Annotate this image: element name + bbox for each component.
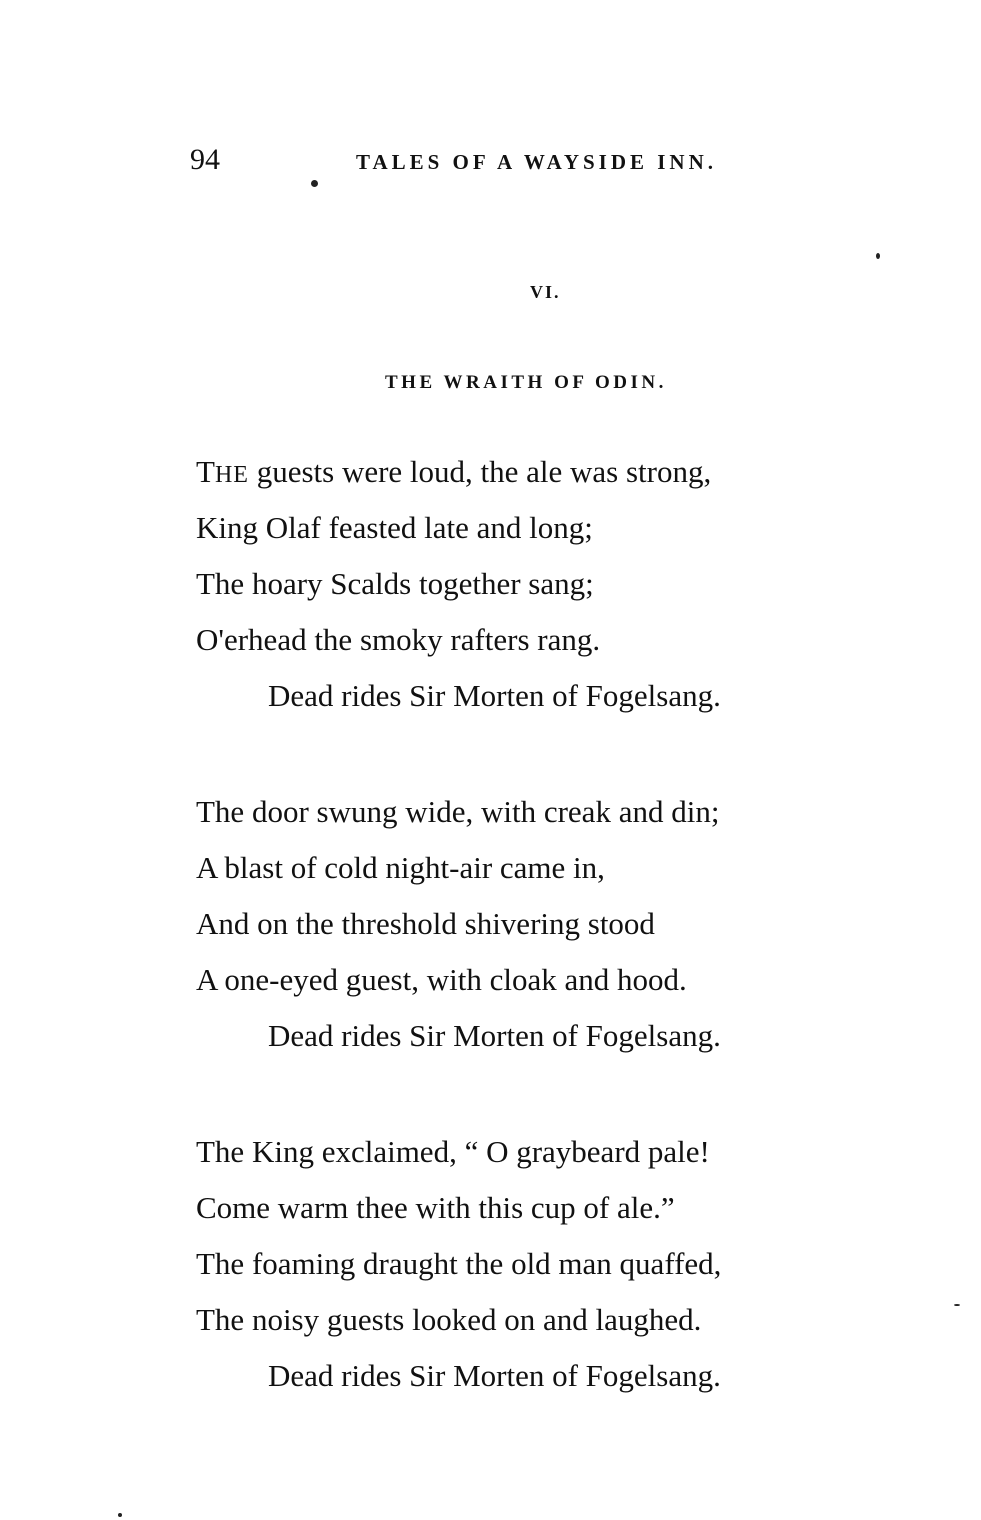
poem-line — [196, 444, 721, 500]
section-number: VI. — [530, 282, 561, 302]
poem-line: O'erhead the smoky rafters rang. — [196, 622, 601, 657]
refrain-line: Dead rides Sir Morten of Fogelsang. — [268, 1018, 721, 1053]
poem-line: The door swung wide, with creak and din; — [196, 794, 720, 829]
poem-line: The noisy guests looked on and laughed. — [196, 1302, 702, 1337]
poem-line: And on the threshold shivering stood — [196, 906, 655, 941]
line-text: guests were loud, the ale was strong, — [248, 454, 712, 489]
poem-line: A blast of cold night-air came in, — [196, 850, 605, 885]
ink-speck — [876, 253, 880, 259]
poem-line: The hoary Scalds together sang; — [196, 566, 594, 601]
drop-initial: T — [196, 454, 215, 489]
poem-line: A one-eyed guest, with cloak and hood. — [196, 962, 687, 997]
poem-line: The foaming draught the old man quaffed, — [196, 1246, 722, 1281]
stanza-1 — [196, 444, 721, 724]
section-title: THE WRAITH OF ODIN. — [385, 372, 667, 393]
first-word-smallcaps: HE — [214, 462, 249, 488]
poem-line: Come warm thee with this cup of ale.” — [196, 1190, 675, 1225]
page-number: 94 — [190, 143, 220, 176]
ink-speck — [118, 1513, 122, 1517]
refrain-line: Dead rides Sir Morten of Fogelsang. — [268, 1358, 721, 1393]
stanza-3 — [196, 1124, 721, 1404]
ink-speck — [311, 180, 318, 187]
poem-line: The King exclaimed, “ O graybeard pale! — [196, 1134, 710, 1169]
stanza-2 — [196, 784, 721, 1064]
refrain-line: Dead rides Sir Morten of Fogelsang. — [268, 678, 721, 713]
poem-line: King Olaf feasted late and long; — [196, 510, 593, 545]
ink-speck — [954, 1304, 960, 1306]
running-title: TALES OF A WAYSIDE INN. — [356, 150, 718, 174]
